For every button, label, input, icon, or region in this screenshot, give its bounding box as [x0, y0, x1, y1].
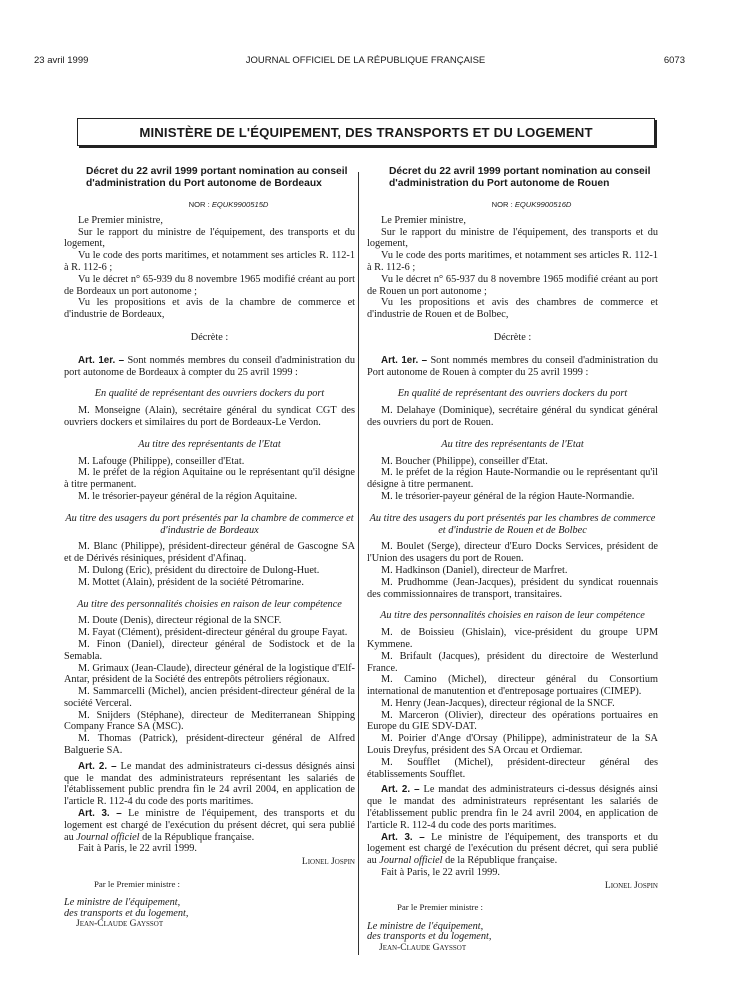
minister-title: Le ministre de l'équipement, des transports et du logement,: [367, 920, 492, 943]
decree-title: Décret du 22 avril 1999 portant nomination au conseil d'administration du Port autonome de Bordeaux: [86, 166, 348, 189]
nor-reference: NOR : EQUK9900516D: [491, 200, 572, 209]
list-item: M. Poirier d'Ange d'Orsay (Philippe), administrateur de la SA Louis Dreyfus, président des SA Orcau et Ordiemar.: [367, 733, 658, 757]
list-item: M. le préfet de la région Haute-Normandie ou le représentant qu'il désigne à titre permanent.: [367, 467, 658, 491]
list-item: M. Lafouge (Philippe), conseiller d'Etat.: [78, 455, 245, 467]
decree-title: Décret du 22 avril 1999 portant nomination au conseil d'administration du Port autonome de Rouen: [389, 166, 651, 189]
signature-prime-minister: Lionel Jospin: [301, 857, 355, 868]
list-item: M. Prudhomme (Jean-Jacques), président du syndicat rouennais des commissionnaires de transport, transitaires.: [367, 576, 658, 600]
list-item: M. Camino (Michel), directeur général du Consortium international de manutention et d'entreposage portuaires (CIMEP).: [367, 674, 658, 698]
list-item: M. Snijders (Stéphane), directeur de Mediterranean Shipping Company France SA (MSC).: [64, 709, 355, 733]
nor-reference: NOR : EQUK9900515D: [188, 200, 269, 209]
article-2: Art. 2. – Le mandat des administrateurs ci-dessus désignés ainsi que le mandat des administrateurs représentant les salariés de l'établissement public prendra fin le 24 avril 2004, en application de l'article R. 112-4 du code des ports maritimes.: [367, 784, 659, 831]
list-item: M. Marceron (Olivier), directeur des opérations portuaires en Europe du GIE SDV-DAT.: [367, 709, 658, 733]
done-at: Fait à Paris, le 22 avril 1999.: [381, 867, 500, 879]
section-heading: Au titre des usagers du port présentés par les chambres de commerce et d'industrie de Rouen et de Bolbec: [369, 512, 656, 536]
list-item: M. Sammarcelli (Michel), ancien président-directeur général de la société Verceral.: [64, 686, 355, 709]
list-item: M. Doute (Denis), directeur régional de la SNCF.: [78, 615, 282, 627]
paragraph: Sur le rapport du ministre de l'équipement, des transports et du logement,: [367, 226, 658, 250]
list-item: M. Boucher (Philippe), conseiller d'Etat.: [381, 455, 548, 467]
section-heading: En qualité de représentant des ouvriers dockers du port: [94, 388, 325, 400]
section-heading: Au titre des représentants de l'Etat: [138, 438, 281, 450]
ministry-title: MINISTÈRE DE L'ÉQUIPEMENT, DES TRANSPORTS ET DU LOGEMENT: [139, 124, 593, 140]
list-item: M. Brifault (Jacques), président du directoire de Westerlund France.: [367, 650, 658, 674]
list-item: M. Mottet (Alain), président de la société Pétromarine.: [78, 576, 304, 588]
article-1: Art. 1er. – Sont nommés membres du conseil d'administration du port autonome de Bordeaux à compter du 25 avril 1999 :: [64, 354, 356, 378]
article-3: Art. 3. – Le ministre de l'équipement, des transports et du logement est chargé de l'exécution du présent décret, qui sera publié au Journal officiel de la République française.: [367, 831, 658, 867]
decrete-label: Décrète :: [190, 331, 229, 343]
list-item: M. Monseigne (Alain), secrétaire général du syndicat CGT des ouvriers dockers et similaires du port de Bordeaux-Le Verdon.: [64, 405, 355, 428]
list-item: M. Finon (Daniel), directeur général de Sodistock et de la Semabla.: [64, 638, 355, 662]
list-item: M. de Boissieu (Ghislain), vice-président du groupe UPM Kymmene.: [367, 627, 658, 650]
paragraph: Vu les propositions et avis de la chambre de commerce et d'industrie de Bordeaux,: [64, 297, 355, 321]
paragraph: Sur le rapport du ministre de l'équipement, des transports et du logement,: [64, 226, 355, 250]
list-item: M. Boulet (Serge), directeur d'Euro Docks Services, président de l'Union des usagers du port de Rouen.: [367, 541, 658, 565]
paragraph: Vu le décret n° 65-939 du 8 novembre 1965 modifié créant au port de Bordeaux un port autonome ;: [64, 273, 355, 297]
journal-title: JOURNAL OFFICIEL DE LA RÉPUBLIQUE FRANÇAISE: [245, 55, 486, 66]
decree-bordeaux: [64, 166, 355, 931]
section-heading: Au titre des représentants de l'Etat: [441, 438, 584, 450]
minister-name: Jean-Claude Gayssot: [76, 919, 164, 930]
paragraph: Vu le code des ports maritimes, et notamment ses articles R. 112-1 à R. 112-6 ;: [367, 250, 658, 273]
list-item: M. Dulong (Eric), président du directoire de Dulong-Huet.: [78, 564, 320, 576]
decrete-label: Décrète :: [493, 331, 532, 343]
page-number: 6073: [663, 55, 685, 66]
minister-name: Jean-Claude Gayssot: [379, 942, 467, 953]
minister-title: Le ministre de l'équipement, des transports et du logement,: [64, 897, 189, 919]
header-date: 23 avril 1999: [34, 55, 89, 66]
list-item: M. Delahaye (Dominique), secrétaire général du syndicat général des ouvriers du port de Rouen.: [367, 405, 658, 428]
list-item: M. Blanc (Philippe), président-directeur général de Gascogne SA et de Dérivés résiniques, président d'Afinaq.: [64, 541, 355, 565]
decree-rouen: [367, 166, 658, 955]
article-3: Art. 3. – Le ministre de l'équipement, des transports et du logement est chargé de l'exécution du présent décret, qui sera publié au Journal officiel de la République française.: [64, 808, 355, 843]
section-heading: Au titre des personnalités choisies en raison de leur compétence: [77, 598, 342, 610]
column-divider: [358, 172, 359, 955]
list-item: M. Fayat (Clément), président-directeur général du groupe Fayat.: [78, 627, 348, 639]
list-item: M. le trésorier-payeur général de la région Aquitaine.: [78, 490, 298, 502]
list-item: M. Grimaux (Jean-Claude), directeur général de la logistique d'Elf-Antar, président de la Société des entrepôts pétroliers régionaux.: [64, 662, 355, 686]
list-item: M. Henry (Jean-Jacques), directeur régional de la SNCF.: [381, 697, 615, 709]
list-item: M. le préfet de la région Aquitaine ou le représentant qu'il désigne à titre permanent.: [64, 467, 355, 491]
section-heading: En qualité de représentant des ouvriers dockers du port: [397, 388, 628, 400]
article-2: Art. 2. – Le mandat des administrateurs ci-dessus désignés ainsi que le mandat des administrateurs représentant les salariés de l'établissement public prendra fin le 24 avril 2004, en application de l'article R. 112-4 du code des ports maritimes.: [64, 760, 356, 808]
paragraph: Le Premier ministre,: [381, 214, 466, 226]
signature-prime-minister: Lionel Jospin: [604, 880, 658, 891]
paragraph: Vu le code des ports maritimes, et notamment ses articles R. 112-1 à R. 112-6 ;: [64, 250, 355, 273]
section-heading: Au titre des usagers du port présentés par la chambre de commerce et d'industrie de Bordeaux: [65, 512, 354, 536]
ministry-banner: [77, 118, 655, 146]
countersign-label: Par le Premier ministre :: [94, 878, 180, 889]
paragraph: Vu le décret n° 65-937 du 8 novembre 1965 modifié créant au port de Rouen un port autonome ;: [367, 273, 658, 297]
paragraph: Le Premier ministre,: [78, 214, 163, 226]
paragraph: Vu les propositions et avis des chambres de commerce et d'industrie de Rouen et de Bolbec,: [367, 297, 658, 321]
article-1: Art. 1er. – Sont nommés membres du conseil d'administration du Port autonome de Rouen à compter du 25 avril 1999 :: [367, 354, 659, 378]
section-heading: Au titre des personnalités choisies en raison de leur compétence: [380, 610, 645, 622]
list-item: M. Hadkinson (Daniel), directeur de Marfret.: [381, 564, 568, 576]
done-at: Fait à Paris, le 22 avril 1999.: [78, 843, 197, 855]
countersign-label: Par le Premier ministre :: [397, 902, 483, 913]
list-item: M. le trésorier-payeur général de la région Haute-Normandie.: [381, 490, 635, 502]
list-item: M. Soufflet (Michel), président-directeur général des établissements Soufflet.: [367, 756, 658, 780]
list-item: M. Thomas (Patrick), président-directeur général de Alfred Balguerie SA.: [64, 733, 355, 757]
